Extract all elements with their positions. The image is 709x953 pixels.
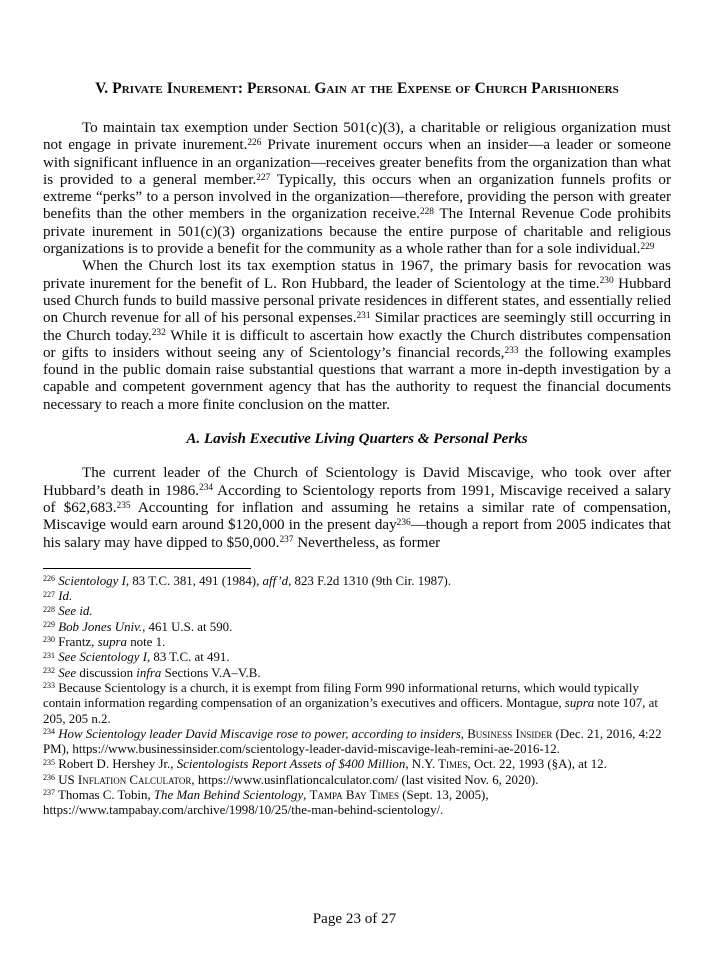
text-segment: , Oct. 22, 1993 (§A), at 12. — [467, 757, 607, 772]
footnote-number: 231 — [43, 650, 55, 660]
footnote-226 — [43, 574, 671, 589]
text-segment: Sections V.A–V.B. — [161, 665, 261, 680]
text-segment: , — [303, 787, 310, 802]
text-segment: , 823 F.2d 1310 (9th Cir. 1987). — [288, 573, 452, 588]
footnote-number: 227 — [43, 589, 55, 599]
footnote-number: 237 — [43, 788, 55, 798]
text-segment: (Sept. 13, 2005), https://www.tampabay.com/archive/1998/10/25/the-man-behind-scientology/. — [43, 787, 489, 818]
footnote-number: 232 — [43, 666, 55, 676]
text-segment: , — [460, 726, 468, 741]
footnote-ref: 227 — [256, 172, 271, 183]
text-segment: Id. — [58, 589, 73, 604]
footnote-ref: 235 — [116, 500, 131, 511]
footnote-228 — [43, 604, 671, 619]
footnote-233 — [43, 681, 671, 727]
text-segment: infra — [136, 665, 162, 680]
paragraph — [43, 465, 671, 551]
footnote-number: 229 — [43, 620, 55, 630]
text-segment: Frantz, — [58, 635, 98, 650]
text-segment: Business Insider — [467, 726, 553, 741]
footnote-ref: 234 — [199, 483, 214, 494]
paragraph — [43, 258, 671, 414]
page-number: Page 23 of 27 — [312, 911, 397, 927]
footnote-ref: 232 — [151, 328, 166, 339]
text-segment: Accounting for inflation and assuming he retains a similar rate of compensation, Miscavige would earn around $120,000 in the present day — [43, 499, 671, 534]
footnotes-block — [43, 574, 671, 819]
text-segment: Tampa Bay Times — [309, 787, 400, 802]
footnote-number: 228 — [43, 604, 55, 614]
footnote-ref: 228 — [419, 207, 434, 218]
footnote-232 — [43, 666, 671, 681]
footnote-ref: 237 — [279, 535, 294, 546]
text-segment: Scientology I — [58, 573, 126, 588]
text-segment: , — [405, 757, 412, 772]
text-segment: The current leader of the Church of Scientology is David Miscavige, who took over after Hubbard’s death in 1986. — [43, 465, 671, 499]
section-heading: V. Private Inurement: Personal Gain at the Expense of Church Parishioners — [95, 80, 619, 97]
footnote-237 — [43, 788, 671, 819]
text-segment: N.Y. Times — [411, 757, 468, 772]
text-segment: aff’d — [262, 573, 289, 588]
text-segment: (Dec. 21, 2016, 4:22 PM), https://www.businessinsider.com/scientology-leader-david-miscavige-leah-remini-ae-2016-12. — [43, 726, 662, 757]
text-segment: note 107, at 205, 205 n.2. — [43, 696, 658, 726]
body-paragraphs-top — [43, 120, 671, 414]
text-segment: supra — [97, 635, 127, 650]
text-segment: See — [58, 665, 77, 680]
text-segment: See id. — [58, 604, 93, 619]
text-segment: Bob Jones Univ. — [58, 619, 143, 634]
text-segment: Thomas C. Tobin, — [57, 787, 154, 802]
text-segment: —though a report from 2005 indicates that his salary may have dipped to $50,000. — [43, 517, 671, 551]
text-segment: US Inflation Calculator — [58, 772, 192, 787]
footnote-231 — [43, 650, 671, 665]
footnote-229 — [43, 620, 671, 635]
body-paragraphs-after-subheading — [43, 465, 671, 551]
text-segment: the following examples found in the public domain raise substantial questions that warrant a more in-depth investigation by a capable and competent government agency that has the authority to request the financial documents necessary to reach a more finite conclusion on the matter. — [43, 344, 671, 413]
footnote-230 — [43, 635, 671, 650]
text-segment: , 461 U.S. at 590. — [142, 619, 233, 634]
text-segment: Nevertheless, as former — [293, 534, 441, 551]
subsection-heading: A. Lavish Executive Living Quarters & Personal Perks — [186, 431, 528, 448]
footnote-ref: 236 — [396, 518, 411, 529]
text-segment: The Internal Revenue Code prohibits private inurement in 501(c)(3) organizations because the entire purpose of charitable and religious organizations is to provide a benefit for the community as a whole rather than for a sole individual. — [43, 206, 672, 258]
footnote-number: 234 — [43, 727, 55, 737]
text-segment: Scientologists Report Assets of $400 Million — [176, 757, 406, 772]
footnote-number: 230 — [43, 635, 55, 645]
text-segment: Hubbard used Church funds to build massive personal private residences in different states, and essentially relied on Church revenue for all of his personal expenses. — [43, 275, 671, 327]
text-segment: Typically, this occurs when an organization funnels profits or extreme “perks” to a person involved in the organization—therefore, providing the person with greater benefits than the other members in the organization receive. — [43, 171, 671, 223]
footnote-ref: 231 — [356, 311, 371, 322]
footnote-234 — [43, 727, 671, 758]
text-segment: See Scientology I — [58, 650, 147, 665]
footnote-number: 236 — [43, 773, 55, 783]
text-segment: , 83 T.C. 381, 491 (1984), — [125, 573, 263, 588]
footnote-227 — [43, 589, 671, 604]
footnote-ref: 229 — [640, 241, 655, 252]
text-segment: While it is difficult to ascertain how exactly the Church distributes compensation or gifts to insiders without seeing any of Scientology’s financial records, — [43, 327, 671, 361]
text-segment: note 1. — [126, 635, 166, 650]
text-segment: To maintain tax exemption under Section 501(c)(3), a charitable or religious organization must not engage in private inurement. — [43, 120, 671, 154]
text-segment: Robert D. Hershey Jr., — [58, 757, 177, 772]
text-segment: Similar practices are seemingly still occurring in the Church today. — [43, 310, 671, 344]
footnote-number: 226 — [43, 574, 55, 584]
text-segment: When the Church lost its tax exemption status in 1967, the primary basis for revocation was private inurement for the benefit of L. Ron Hubbard, the leader of Scientology at the time. — [43, 258, 671, 292]
footnote-ref: 233 — [504, 345, 519, 356]
footnote-number: 233 — [43, 681, 55, 691]
footnote-ref: 230 — [599, 276, 614, 287]
text-segment: According to Scientology reports from 1991, Miscavige received a salary of $62,683. — [43, 482, 671, 516]
text-segment: How Scientology leader David Miscavige rose to power, according to insiders — [58, 726, 461, 741]
text-segment: , 83 T.C. at 491. — [146, 650, 230, 665]
footnote-separator — [43, 568, 251, 569]
footnote-ref: 226 — [247, 138, 262, 149]
footnote-236 — [43, 773, 671, 788]
text-segment: , https://www.usinflationcalculator.com/ (last visited Nov. 6, 2020). — [191, 772, 539, 787]
text-segment: The Man Behind Scientology — [153, 787, 304, 802]
text-segment: discussion — [76, 665, 137, 680]
text-segment: Because Scientology is a church, it is exempt from filing Form 990 informational returns, which would typically contain information regarding compensation of an organization’s executives and officers. Montague, — [43, 680, 639, 711]
paragraph — [43, 120, 671, 258]
footnote-235 — [43, 757, 671, 772]
text-segment: supra — [564, 696, 595, 711]
text-segment: Private inurement occurs when an insider—a leader or someone with significant influence in an organization—receives greater benefits from the organization than what is provided to a general member. — [43, 137, 671, 188]
footnote-number: 235 — [43, 757, 55, 767]
